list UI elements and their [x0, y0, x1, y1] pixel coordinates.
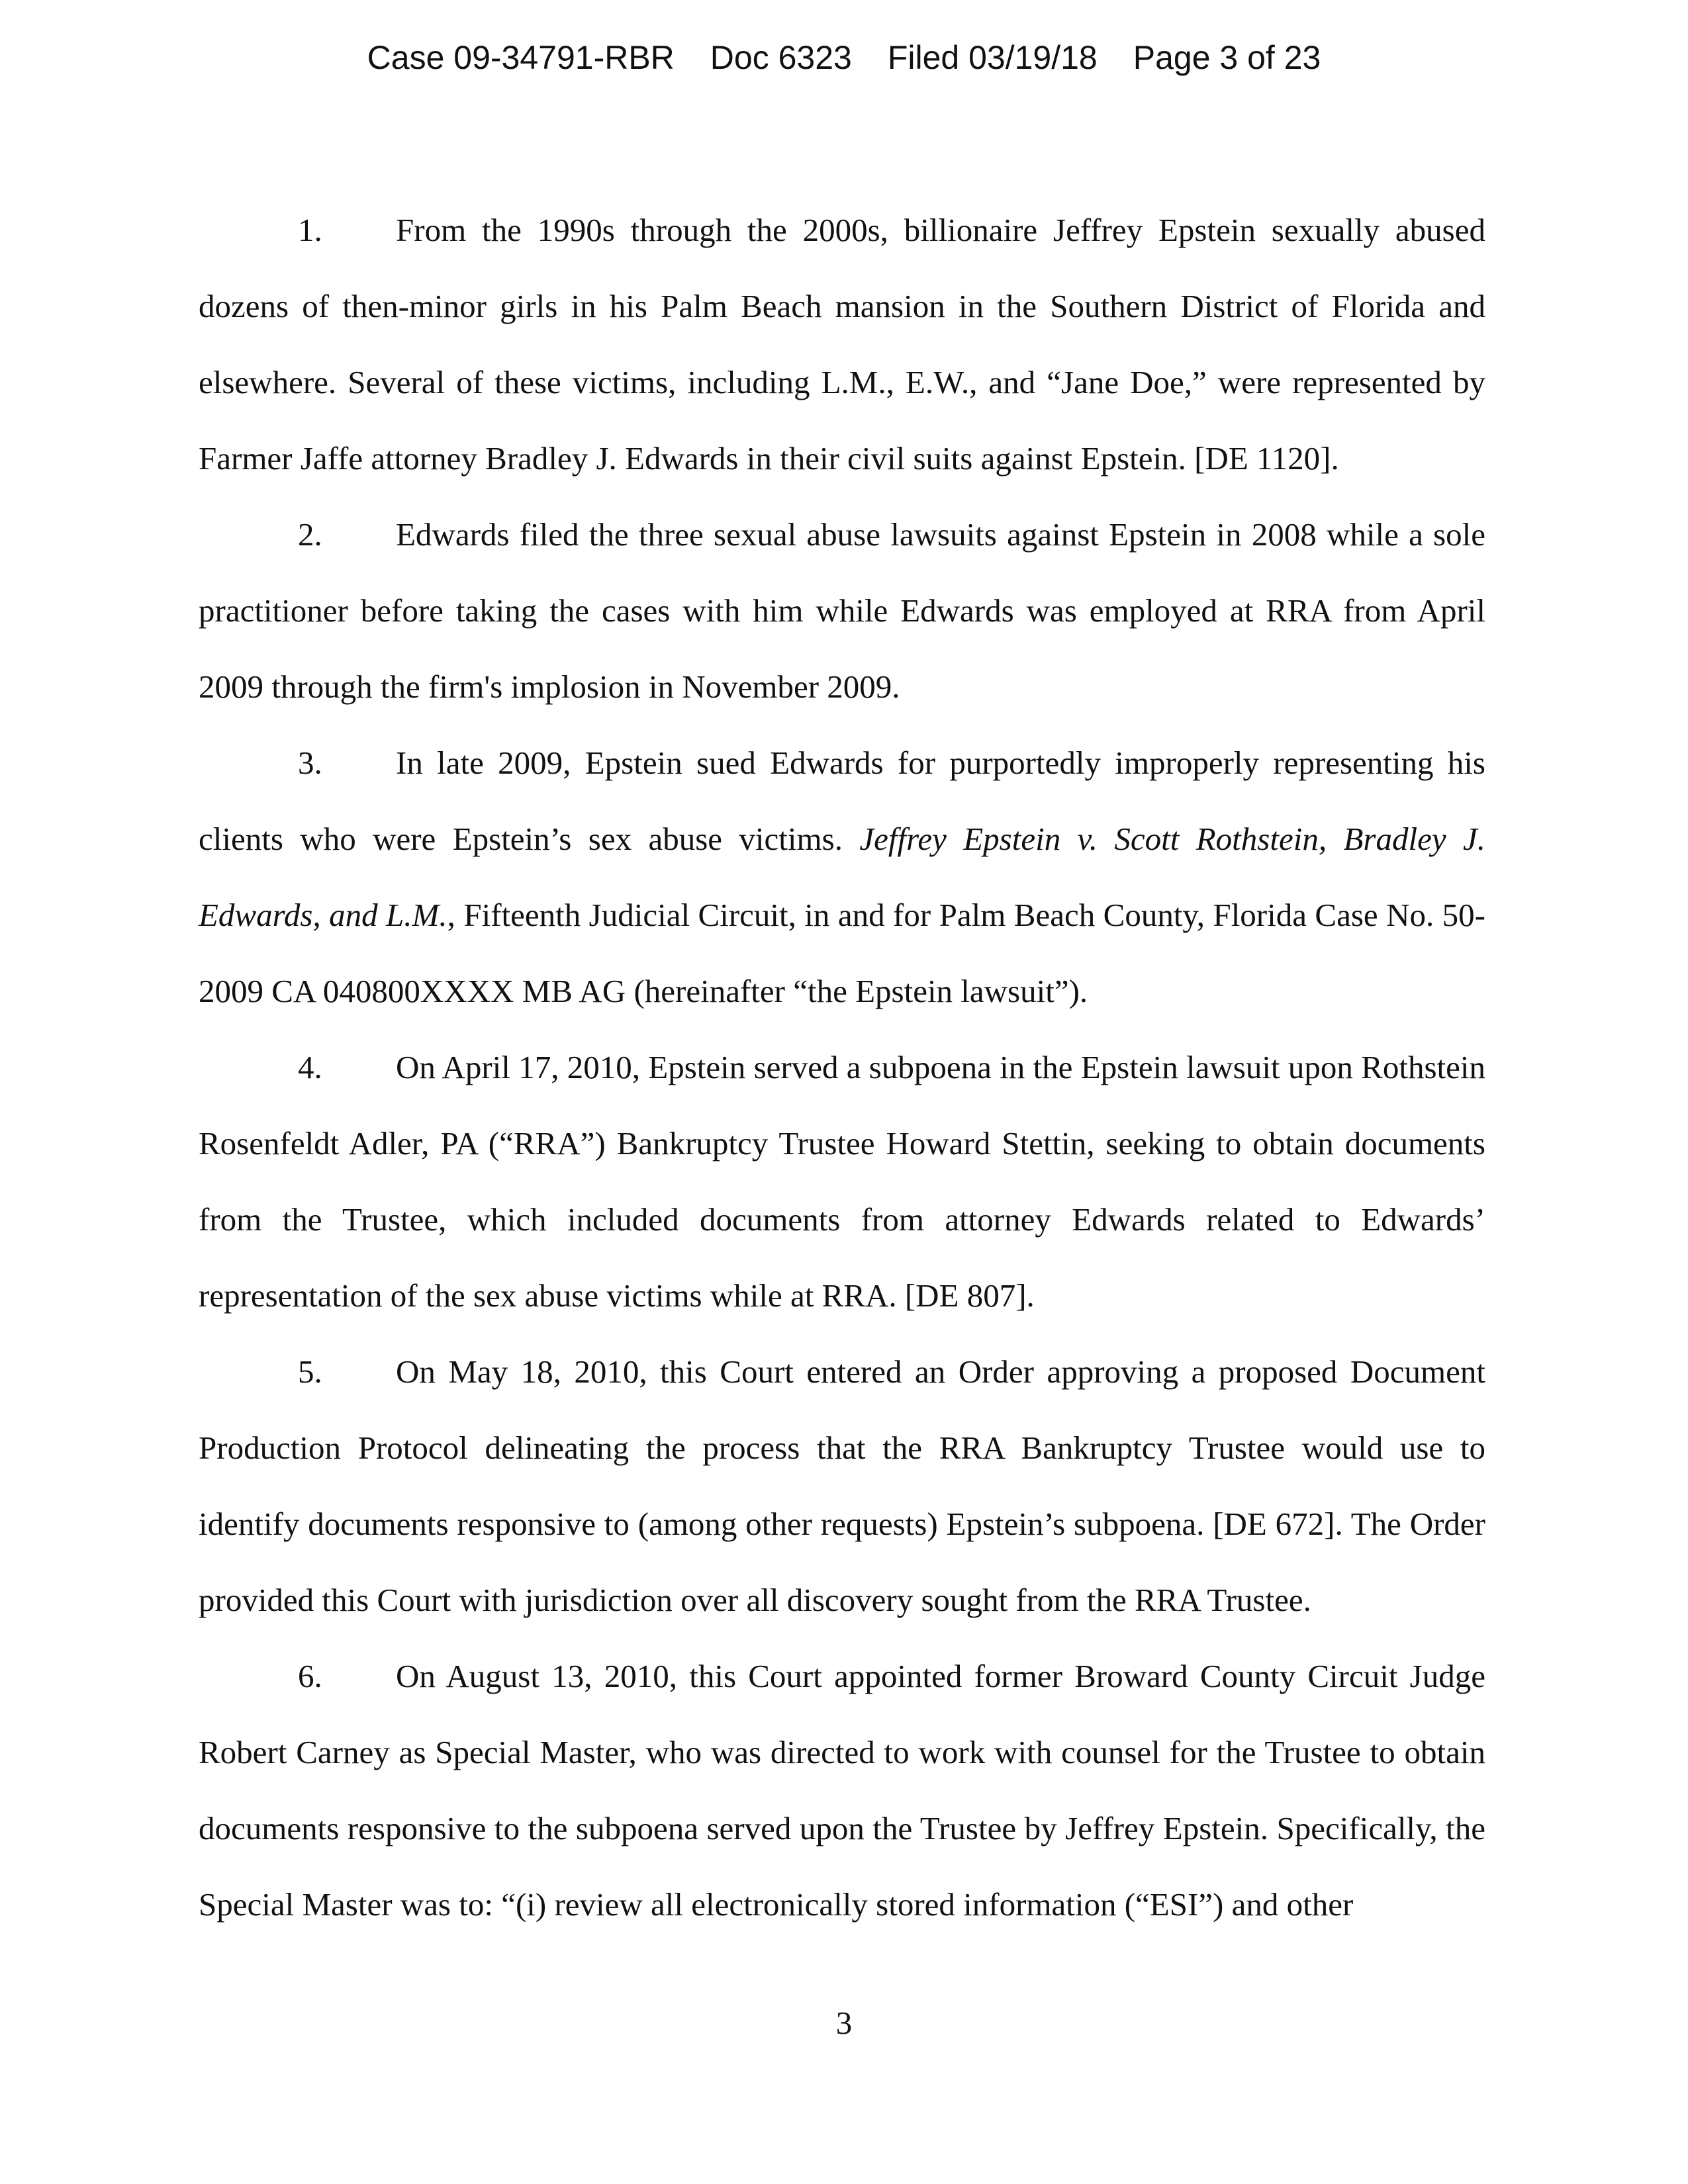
page-number: 3 [835, 2005, 853, 2041]
paragraph-4 [199, 1029, 1485, 1334]
paragraph-2 [199, 496, 1485, 725]
paragraph-text-continued: , Fifteenth Judicial Circuit, in and for Palm Beach County, Florida Case No. 50-2009 CA 040800XXXX MB AG (hereinafter “the Epstein lawsuit”). [199, 897, 1485, 1009]
page-indicator: Page 3 of 23 [1133, 39, 1321, 76]
paragraph-number: 3. [298, 745, 322, 781]
paragraph-number: 4. [298, 1049, 322, 1085]
paragraph-3 [199, 725, 1485, 1029]
case-header [0, 34, 1688, 81]
paragraph-text: In late 2009, Epstein sued Edwards for purportedly improperly representing his clients who were Epstein’s sex abuse victims. [199, 745, 1485, 857]
paragraph-text: From the 1990s through the 2000s, billionaire Jeffrey Epstein sexually abused dozens of then-minor girls in his Palm Beach mansion in the Southern District of Florida and elsewhere. Several of these victims, including L.M., E.W., and “Jane Doe,” were represented by Farmer Jaffe attorney Bradley J. Edwards in their civil suits against Epstein. [DE 1120]. [199, 212, 1485, 477]
paragraph-number: 2. [298, 516, 322, 553]
paragraph-text: On May 18, 2010, this Court entered an Order approving a proposed Document Production Protocol delineating the process that the RRA Bankruptcy Trustee would use to identify documents responsive to (among other requests) Epstein’s subpoena. [DE 672]. The Order provided this Court with jurisdiction over all discovery sought from the RRA Trustee. [199, 1353, 1485, 1618]
paragraph-5 [199, 1334, 1485, 1638]
paragraph-1 [199, 192, 1485, 496]
paragraph-6 [199, 1638, 1485, 1942]
filed-date: Filed 03/19/18 [887, 39, 1098, 76]
paragraph-number: 6. [298, 1658, 322, 1694]
doc-number: Doc 6323 [710, 39, 852, 76]
case-number: Case 09-34791-RBR [367, 39, 675, 76]
paragraph-number: 1. [298, 212, 322, 248]
paragraph-text: Edwards filed the three sexual abuse lawsuits against Epstein in 2008 while a sole practitioner before taking the cases with him while Edwards was employed at RRA from April 2009 through the firm's implosion in November 2009. [199, 516, 1485, 705]
case-citation: Jeffrey Epstein v. Scott Rothstein, Bradley J. Edwards, and L.M. [199, 821, 1485, 933]
paragraph-text: On April 17, 2010, Epstein served a subpoena in the Epstein lawsuit upon Rothstein Rosenfeldt Adler, PA (“RRA”) Bankruptcy Trustee Howard Stettin, seeking to obtain documents from the Trustee, which included documents from attorney Edwards related to Edwards’ representation of the sex abuse victims while at RRA. [DE 807]. [199, 1049, 1485, 1314]
paragraph-text: On August 13, 2010, this Court appointed former Broward County Circuit Judge Robert Carney as Special Master, who was directed to work with counsel for the Trustee to obtain documents responsive to the subpoena served upon the Trustee by Jeffrey Epstein. Specifically, the Special Master was to: “(i) review all electronically stored information (“ESI”) and other [199, 1658, 1485, 1923]
document-body [199, 192, 1485, 1942]
paragraph-number: 5. [298, 1353, 322, 1390]
